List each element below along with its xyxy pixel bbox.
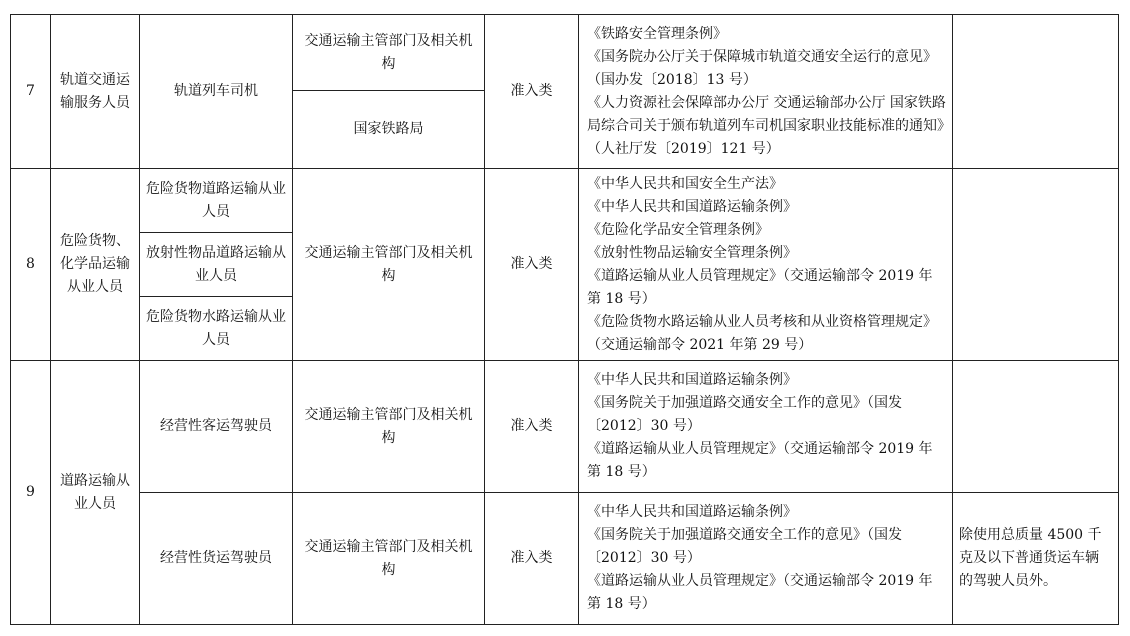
laws-cell [579,493,953,625]
laws-cell [579,15,953,169]
row-number: 7 [11,15,51,169]
law-item: 《道路运输从业人员管理规定》（交通运输部令 2019 年第 18 号） [587,573,933,612]
row-number: 9 [11,361,51,625]
occupation-cell: 危险货物道路运输从业人员 [140,169,293,233]
law-item: 《国务院办公厅关于保障城市轨道交通安全运行的意见》（国办发〔2018〕13 号） [587,48,937,88]
regulation-table [10,14,1119,625]
law-item: 《铁路安全管理条例》 [587,25,727,42]
type-cell: 准入类 [485,15,579,169]
law-item: 《中华人民共和国安全生产法》 [587,175,783,192]
note-cell [953,361,1119,493]
law-item: 《中华人民共和国道路运输条例》 [587,198,797,215]
note-cell: 除使用总质量 4500 千克及以下普通货运车辆的驾驶人员外。 [953,493,1119,625]
note-cell [953,15,1119,169]
law-item: 《危险化学品安全管理条例》 [587,221,769,238]
laws-cell [579,361,953,493]
type-cell: 准入类 [485,493,579,625]
table-row [11,169,1119,233]
dept-cell: 交通运输主管部门及相关机构 [293,493,485,625]
table-row [11,493,1119,625]
law-item: 《放射性物品运输安全管理条例》 [587,244,797,261]
table-row [11,15,1119,91]
occupation-cell: 经营性客运驾驶员 [140,361,293,493]
dept-cell: 国家铁路局 [293,91,485,169]
law-item: 《中华人民共和国道路运输条例》 [587,504,797,520]
law-item: 《道路运输从业人员管理规定》（交通运输部令 2019 年第 18 号） [587,267,933,307]
category-cell: 危险货物、化学品运输从业人员 [51,169,140,361]
note-cell [953,169,1119,361]
law-item: 《国务院关于加强道路交通安全工作的意见》（国发〔2012〕30 号） [587,395,902,434]
category-cell: 轨道交通运输服务人员 [51,15,140,169]
law-item: 《国务院关于加强道路交通安全工作的意见》（国发〔2012〕30 号） [587,527,902,566]
type-cell: 准入类 [485,169,579,361]
category-cell: 道路运输从业人员 [51,361,140,625]
occupation-cell: 放射性物品道路运输从业人员 [140,233,293,297]
dept-cell: 交通运输主管部门及相关机构 [293,15,485,91]
dept-cell: 交通运输主管部门及相关机构 [293,361,485,493]
table-row [11,361,1119,493]
occupation-cell: 轨道列车司机 [140,15,293,169]
occupation-cell: 经营性货运驾驶员 [140,493,293,625]
law-item: 《人力资源社会保障部办公厅 交通运输部办公厅 国家铁路局综合司关于颁布轨道列车司机国家职业技能标准的通知》（人社厅发〔2019〕121 号） [587,94,946,157]
law-item: 《危险货物水路运输从业人员考核和从业资格管理规定》（交通运输部令 2021 年第 29 号） [587,313,937,353]
dept-cell: 交通运输主管部门及相关机构 [293,169,485,361]
row-number: 8 [11,169,51,361]
occupation-cell: 危险货物水路运输从业人员 [140,297,293,361]
laws-cell [579,169,953,361]
law-item: 《中华人民共和国道路运输条例》 [587,372,797,388]
type-cell: 准入类 [485,361,579,493]
law-item: 《道路运输从业人员管理规定》（交通运输部令 2019 年第 18 号） [587,441,933,480]
